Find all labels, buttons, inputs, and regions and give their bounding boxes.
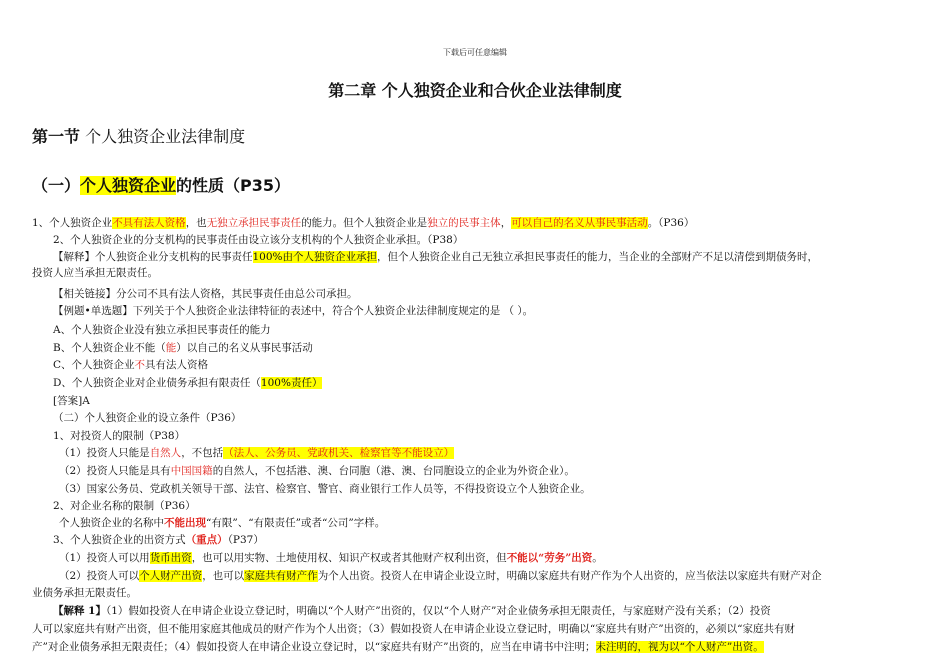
item-3-2-line1 <box>59 569 822 583</box>
page-header-note: 下载后可任意编辑 <box>443 48 507 57</box>
option-d <box>53 376 322 390</box>
red-text: 能 <box>165 342 177 354</box>
item-1-3: （3）国家公务员、党政机关领导干部、法官、检察官、警官、商业银行工作人员等，不得投资设立个人独资企业。 <box>59 483 591 495</box>
text: （1）投资人只能是 <box>59 447 150 459</box>
text: ）以自己的名义从事民事活动 <box>176 342 313 354</box>
hl-text: 货币出资 <box>149 552 192 564</box>
text: 。（P36） <box>647 217 695 229</box>
text: 的自然人，不包括港、澳、台同胞（港、澳、台同胞设立的企业为外资企业）。 <box>212 465 575 477</box>
text: （2）投资人只能是具有 <box>59 465 171 477</box>
text: ，不包括 <box>181 447 224 459</box>
text: 产”对企业债务承担无限责任；（4）假如投资人在申请企业设立登记时，以“家庭共有财产”出资的，应当在申请书中注明； <box>32 641 596 653</box>
text: 。 <box>592 552 603 564</box>
item-1-1 <box>59 446 454 460</box>
text: 个人独资企业的名称中 <box>59 517 164 529</box>
explanation-1-line2: 人可以家庭共有财产出资，但不能用家庭其他成员的财产作为个人出资；（3）假如投资人在申请企业设立登记时，明确以“家庭共有财产”出资的，必须以“家庭共有财 <box>32 623 796 635</box>
subtitle-suffix: 的性质（P35） <box>176 176 291 195</box>
item-investor-limit: 1、对投资人的限制（P38） <box>53 430 186 442</box>
answer: [答案]A <box>53 395 90 407</box>
explanation-1-line1 <box>53 604 771 618</box>
hl-text: 个人财产出资 <box>139 570 203 582</box>
section-number: 第一节 <box>32 127 81 146</box>
red-text: 不 <box>134 359 146 371</box>
red-text: 中国国籍 <box>170 465 213 477</box>
para-3-line2: 投资人应当承担无限责任。 <box>32 267 158 279</box>
text: （1）假如投资人在申请企业设立登记时，明确以“个人财产”出资的，仅以“个人财产”对企业债务承担无限责任，与家庭财产没有关系；（2）投资 <box>105 605 771 617</box>
subsection-title <box>32 173 290 196</box>
para-2: 2、个人独资企业的分支机构的民事责任由设立该分支机构的个人独资企业承担。（P38） <box>53 234 464 246</box>
text: C、个人独资企业 <box>53 359 135 371</box>
subtitle-prefix: （一） <box>32 176 81 195</box>
item-3-1 <box>59 551 603 565</box>
text: （P37） <box>227 534 264 546</box>
red-text: （重点） <box>185 534 228 546</box>
subtitle-highlight: 个人独资企业 <box>80 176 177 195</box>
subsection-2-title: （二）个人独资企业的设立条件（P36） <box>53 412 242 424</box>
red-text: 无独立承担民事责任 <box>206 217 302 229</box>
red-text: 不能以“劳务”出资 <box>506 552 593 564</box>
item-name-limit: 2、对企业名称的限制（P36） <box>53 500 196 512</box>
para-5: 【例题•单选题】下列关于个人独资企业法律特征的表述中，符合个人独资企业法律制度规定的是 （ ）。 <box>53 305 534 317</box>
text: ，也可以 <box>202 570 245 582</box>
text: B、个人独资企业不能（ <box>53 342 166 354</box>
text: 【解释】个人独资企业分支机构的民事责任 <box>53 251 253 263</box>
label: 【解释 1】 <box>53 605 106 617</box>
text: ，也可以用实物、土地使用权、知识产权或者其他财产权利出资，但 <box>191 552 507 564</box>
item-3-2-line2: 业债务承担无限责任。 <box>32 587 137 599</box>
explanation-1-line3 <box>32 640 764 654</box>
text: ， <box>500 217 512 229</box>
hl-text: 不具有法人资格 <box>112 217 186 229</box>
red-text: 不能出现 <box>164 517 206 529</box>
text: 具有法人资格 <box>145 359 209 371</box>
chapter-title: 第二章 个人独资企业和合伙企业法律制度 <box>328 81 622 100</box>
text: 的能力。但个人独资企业是 <box>301 217 428 229</box>
item-1-2 <box>59 464 575 478</box>
text: 为个人出资。投资人在申请企业设立时，明确以家庭共有财产作为个人出资的，应当依法以家庭共有财产对企 <box>317 570 822 582</box>
para-3-line1 <box>53 250 818 264</box>
hl-text: （法人、公务员、党政机关、检察官等不能设立） <box>223 447 455 459</box>
item-2-1 <box>59 516 385 530</box>
section-text: 个人独资企业法律制度 <box>80 127 246 146</box>
text: 1、个人独资企业 <box>32 217 113 229</box>
text: ，但个人独资企业自己无独立承担民事责任的能力，当企业的全部财产不足以清偿到期债务时， <box>377 251 819 263</box>
red-text: 独立的民事主体 <box>427 217 501 229</box>
hl-text: 未注明的，视为以“个人财产”出资。 <box>595 641 764 653</box>
option-c <box>53 358 208 372</box>
hl-text: 100%由个人独资企业承担 <box>252 251 378 263</box>
text: （1）投资人可以用 <box>59 552 150 564</box>
text: D、个人独资企业对企业债务承担有限责任（ <box>53 377 261 389</box>
text: （2）投资人可以 <box>59 570 140 582</box>
para-4: 【相关链接】分公司不具有法人资格，其民事责任由总公司承担。 <box>53 288 358 300</box>
item-contribution <box>53 533 264 547</box>
hl-text: 100%责任） <box>260 377 323 389</box>
option-a: A、个人独资企业没有独立承担民事责任的能力 <box>53 324 271 336</box>
hl-text: 家庭共有财产作 <box>244 570 318 582</box>
text: ，也 <box>185 217 207 229</box>
option-b <box>53 341 313 355</box>
para-1 <box>32 216 694 230</box>
section-title <box>32 124 245 147</box>
red-text: 自然人 <box>149 447 182 459</box>
text: 3、个人独资企业的出资方式 <box>53 534 186 546</box>
text: “有限”、“有限责任”或者“公司”字样。 <box>206 517 386 529</box>
hl-text: 可以自己的名义从事民事活动 <box>511 217 648 229</box>
